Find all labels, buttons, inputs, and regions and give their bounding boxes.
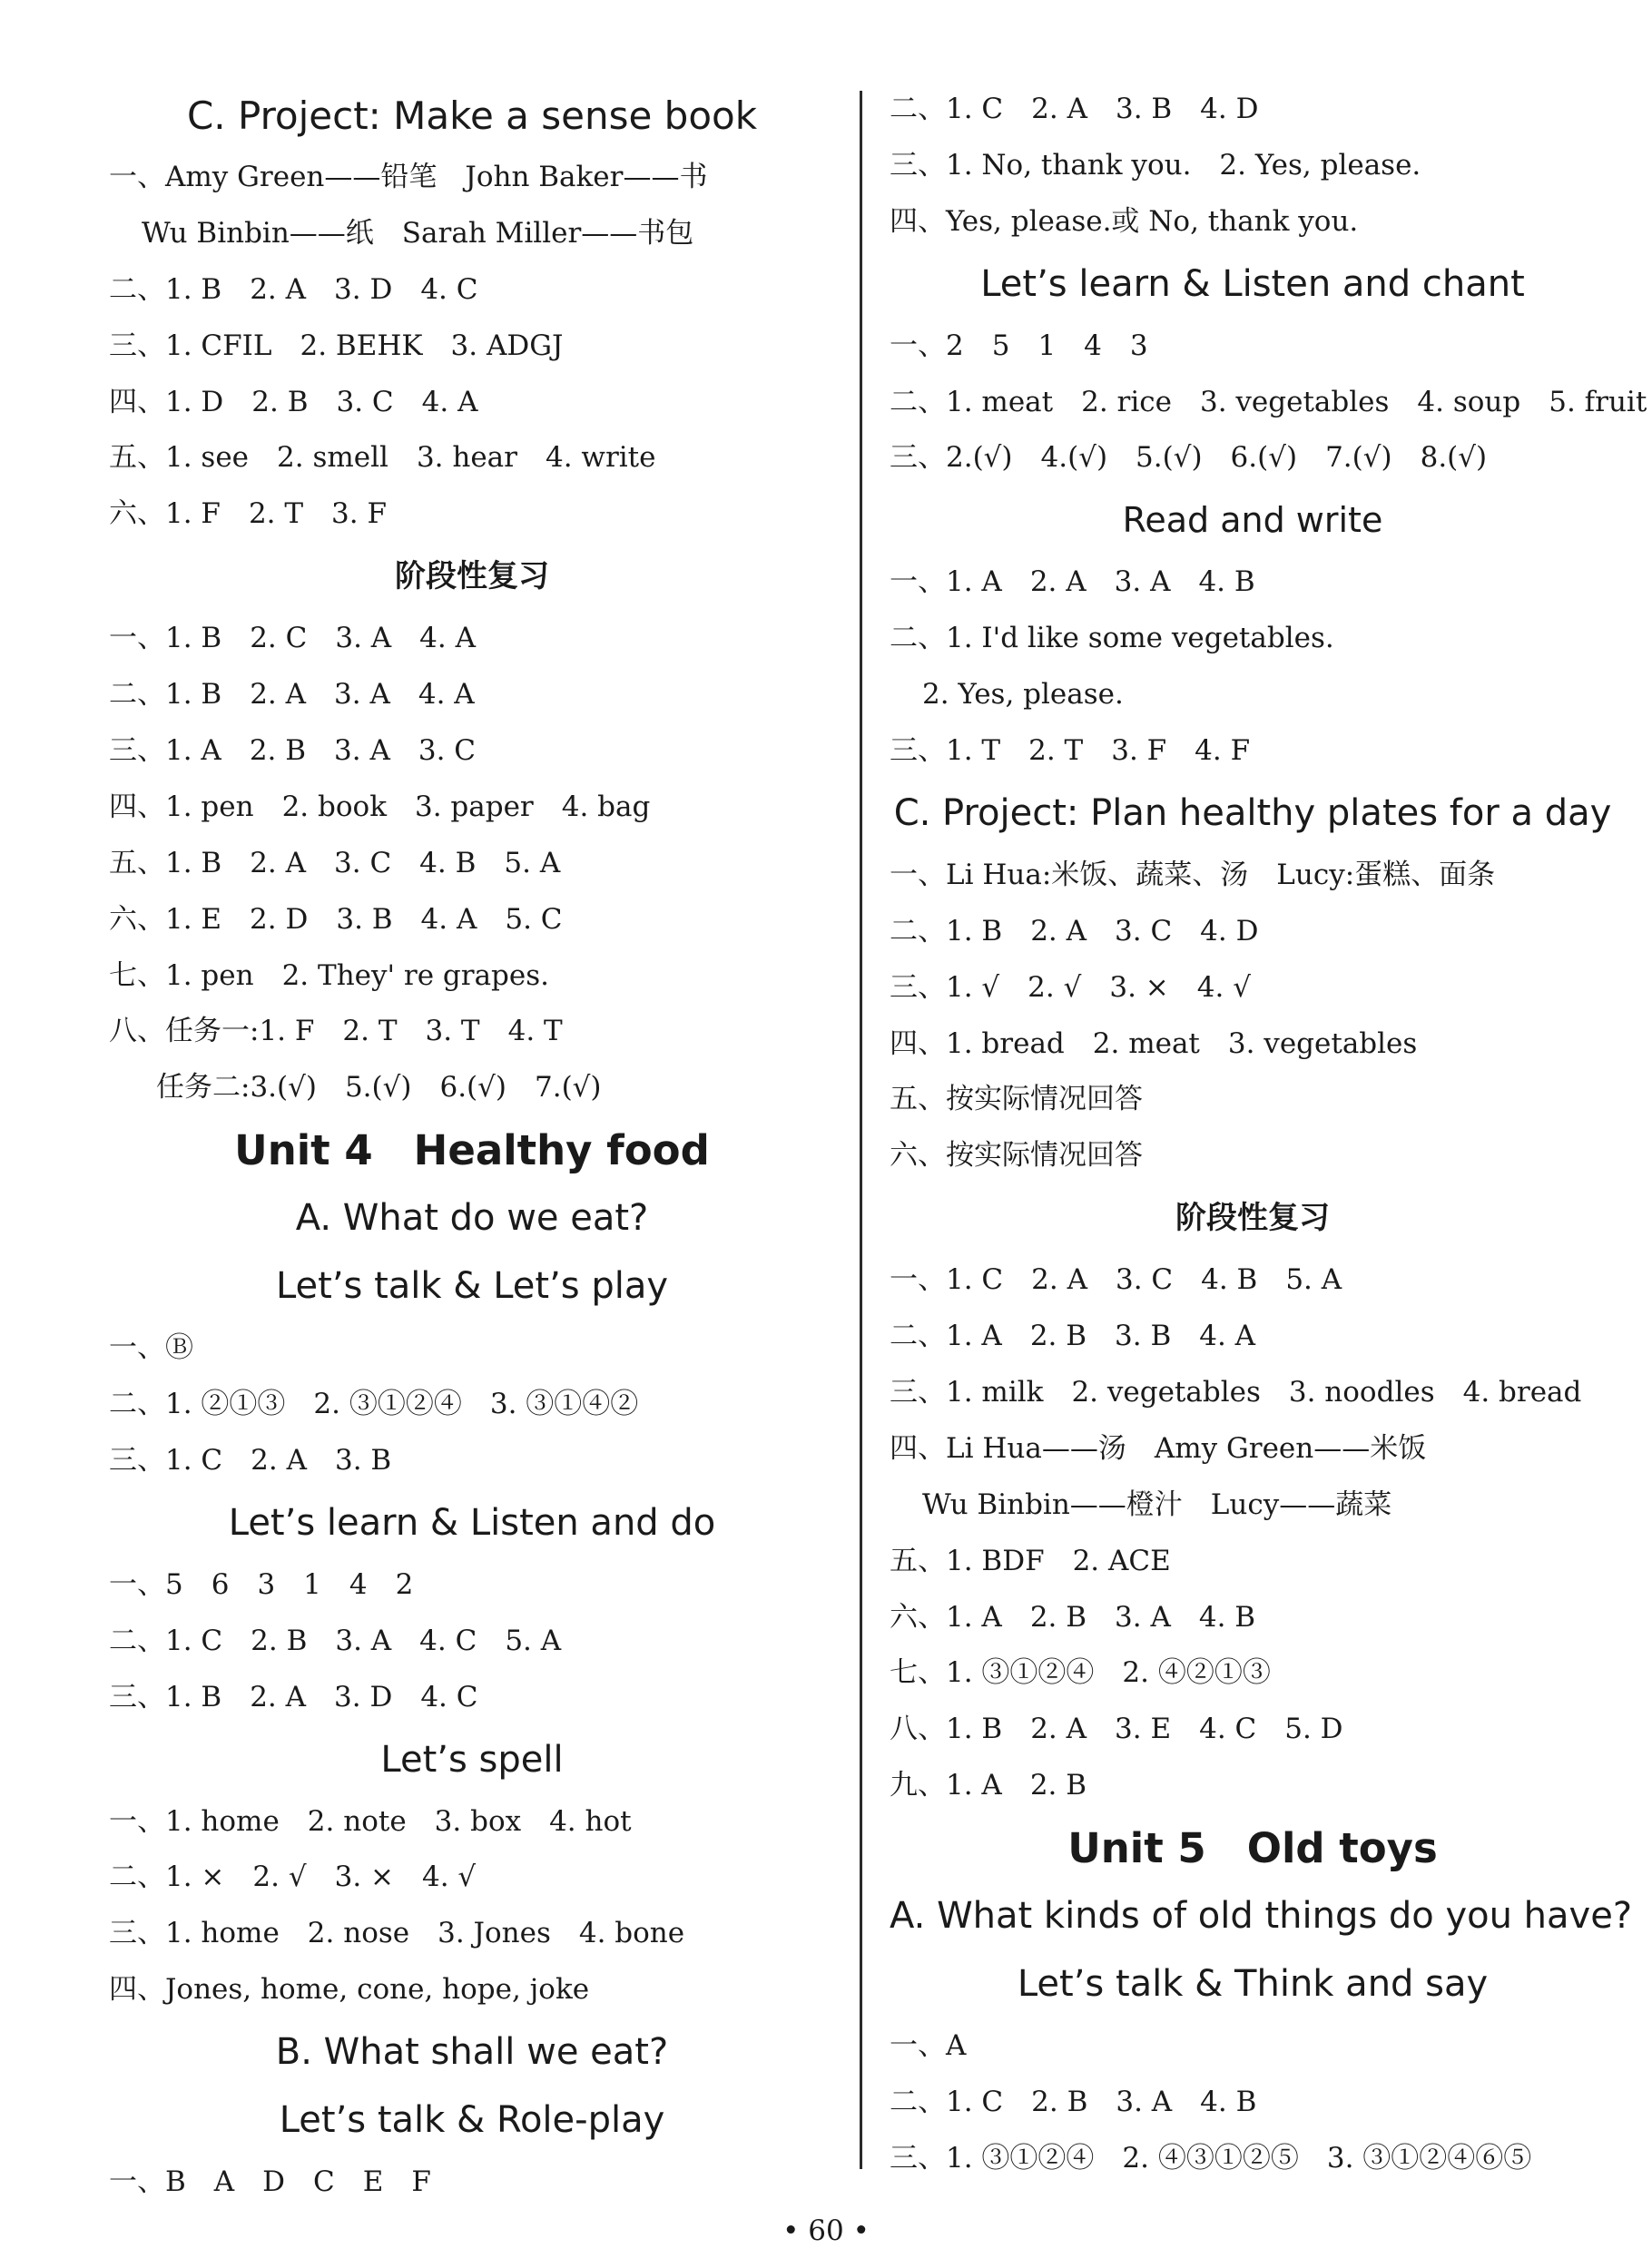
left-answer-line: 六、1. E 2. D 3. B 4. A 5. C <box>109 902 563 936</box>
right-answer-line: 四、1. bread 2. meat 3. vegetables <box>890 1026 1418 1060</box>
left-answer-line: 二、1. C 2. B 3. A 4. C 5. A <box>109 1624 562 1657</box>
left-section-heading: Let’s talk & Let’s play <box>275 1265 669 1308</box>
left-answer-line: 一、Ⓑ <box>109 1331 193 1365</box>
left-answer-line: 二、1. B 2. A 3. D 4. C <box>109 272 478 306</box>
right-answer-line: 八、1. B 2. A 3. E 4. C 5. D <box>890 1713 1343 1746</box>
left-answer-line: 三、1. CFIL 2. BEHK 3. ADGJ <box>109 329 564 362</box>
left-answer-line: 五、1. see 2. smell 3. hear 4. write <box>109 441 656 475</box>
right-answer-line: 六、1. A 2. B 3. A 4. B <box>890 1600 1256 1634</box>
left-section-heading: Unit 4 Healthy food <box>234 1126 710 1175</box>
right-answer-line: 一、2 5 1 4 3 <box>890 329 1148 362</box>
left-answer-line: 任务二:3.(√) 5.(√) 6.(√) 7.(√) <box>156 1071 602 1105</box>
left-answer-line: 一、Amy Green——铅笔 John Baker——书 <box>109 161 708 193</box>
right-section-heading: C. Project: Plan healthy plates for a day <box>893 791 1612 834</box>
left-answer-line: 三、1. home 2. nose 3. Jones 4. bone <box>109 1917 685 1950</box>
right-answer-line: 五、按实际情况回答 <box>890 1083 1143 1116</box>
right-answer-line: 四、Yes, please.或 No, thank you. <box>890 204 1359 238</box>
left-answer-line: 一、1. home 2. note 3. box 4. hot <box>109 1804 632 1838</box>
right-answer-line: 三、2.(√) 4.(√) 5.(√) 6.(√) 7.(√) 8.(√) <box>890 441 1488 475</box>
left-answer-line: 六、1. F 2. T 3. F <box>109 497 387 531</box>
right-answer-line: 五、1. BDF 2. ACE <box>890 1544 1171 1577</box>
left-answer-line: 二、1. × 2. √ 3. × 4. √ <box>109 1861 477 1894</box>
left-answer-line: 二、1. ②①③ 2. ③①②④ 3. ③①④② <box>109 1388 639 1421</box>
right-answer-line: 二、1. I'd like some vegetables. <box>890 622 1334 655</box>
right-answer-line: 二、1. A 2. B 3. B 4. A <box>890 1320 1256 1353</box>
right-answer-line: 七、1. ③①②④ 2. ④②①③ <box>890 1656 1271 1690</box>
right-section-heading: Let’s talk & Think and say <box>1017 1963 1489 2006</box>
right-answer-line: 一、1. C 2. A 3. C 4. B 5. A <box>890 1263 1342 1297</box>
left-answer-line: 三、1. B 2. A 3. D 4. C <box>109 1680 478 1713</box>
right-answer-line: 四、Li Hua——汤 Amy Green——米饭 <box>890 1431 1427 1465</box>
left-answer-line: 一、1. B 2. C 3. A 4. A <box>109 622 476 655</box>
right-section-heading: Let’s learn & Listen and chant <box>980 262 1525 305</box>
left-answer-line: 七、1. pen 2. They' re grapes. <box>109 958 550 992</box>
right-answer-line: 二、1. C 2. B 3. A 4. B <box>890 2086 1257 2119</box>
right-answer-line: 三、1. ③①②④ 2. ④③①②⑤ 3. ③①②④⑥⑤ <box>890 2141 1532 2175</box>
left-answer-line: 五、1. B 2. A 3. C 4. B 5. A <box>109 846 561 879</box>
left-answer-line: 四、Jones, home, cone, hope, joke <box>109 1973 590 2007</box>
right-section-heading: 阶段性复习 <box>1175 1200 1330 1237</box>
left-answer-line: 八、任务一:1. F 2. T 3. T 4. T <box>109 1015 563 1048</box>
left-answer-line: 二、1. B 2. A 3. A 4. A <box>109 678 475 712</box>
left-section-heading: Let’s talk & Role-play <box>279 2099 665 2142</box>
right-answer-line: 一、A <box>890 2029 967 2063</box>
right-answer-line: 三、1. √ 2. √ 3. × 4. √ <box>890 970 1251 1004</box>
right-section-heading: Read and write <box>1122 500 1383 541</box>
right-answer-line: 一、Li Hua:米饭、蔬菜、汤 Lucy:蛋糕、面条 <box>890 858 1496 891</box>
right-answer-line: 三、1. milk 2. vegetables 3. noodles 4. bread <box>890 1376 1582 1409</box>
left-answer-line: 四、1. pen 2. book 3. paper 4. bag <box>109 790 651 823</box>
page-number: • 60 • <box>782 2214 870 2247</box>
right-section-heading: Unit 5 Old toys <box>1067 1824 1438 1873</box>
right-answer-line: 九、1. A 2. B <box>890 1769 1087 1802</box>
left-answer-line: Wu Binbin——纸 Sarah Miller——书包 <box>142 216 694 250</box>
left-section-heading: C. Project: Make a sense book <box>186 93 758 138</box>
right-answer-line: 二、1. meat 2. rice 3. vegetables 4. soup 5. fruit <box>890 385 1647 418</box>
left-column <box>109 82 835 2211</box>
right-answer-line: 一、1. A 2. A 3. A 4. B <box>890 565 1255 599</box>
column-divider <box>860 91 862 2169</box>
left-answer-line: 一、B A D C E F <box>109 2165 431 2199</box>
left-section-heading: Let’s spell <box>380 1738 564 1781</box>
right-answer-line: 2. Yes, please. <box>922 678 1124 712</box>
right-answer-line: Wu Binbin——橙汁 Lucy——蔬菜 <box>922 1487 1392 1521</box>
right-answer-line: 六、按实际情况回答 <box>890 1139 1143 1173</box>
left-section-heading: B. What shall we eat? <box>275 2031 669 2074</box>
left-section-heading: 阶段性复习 <box>395 558 549 595</box>
right-answer-line: 二、1. C 2. A 3. B 4. D <box>890 93 1259 125</box>
right-section-heading: A. What kinds of old things do you have? <box>890 1895 1633 1938</box>
left-answer-line: 一、5 6 3 1 4 2 <box>109 1567 414 1601</box>
left-answer-line: 三、1. A 2. B 3. A 3. C <box>109 734 476 768</box>
left-answer-line: 三、1. C 2. A 3. B <box>109 1444 392 1478</box>
left-section-heading: A. What do we eat? <box>295 1197 649 1240</box>
left-answer-line: 四、1. D 2. B 3. C 4. A <box>109 385 478 418</box>
left-section-heading: Let’s learn & Listen and do <box>228 1501 716 1544</box>
right-column <box>890 82 1647 2187</box>
right-answer-line: 二、1. B 2. A 3. C 4. D <box>890 914 1259 947</box>
right-answer-line: 三、1. No, thank you. 2. Yes, please. <box>890 148 1421 182</box>
right-answer-line: 三、1. T 2. T 3. F 4. F <box>890 734 1251 768</box>
